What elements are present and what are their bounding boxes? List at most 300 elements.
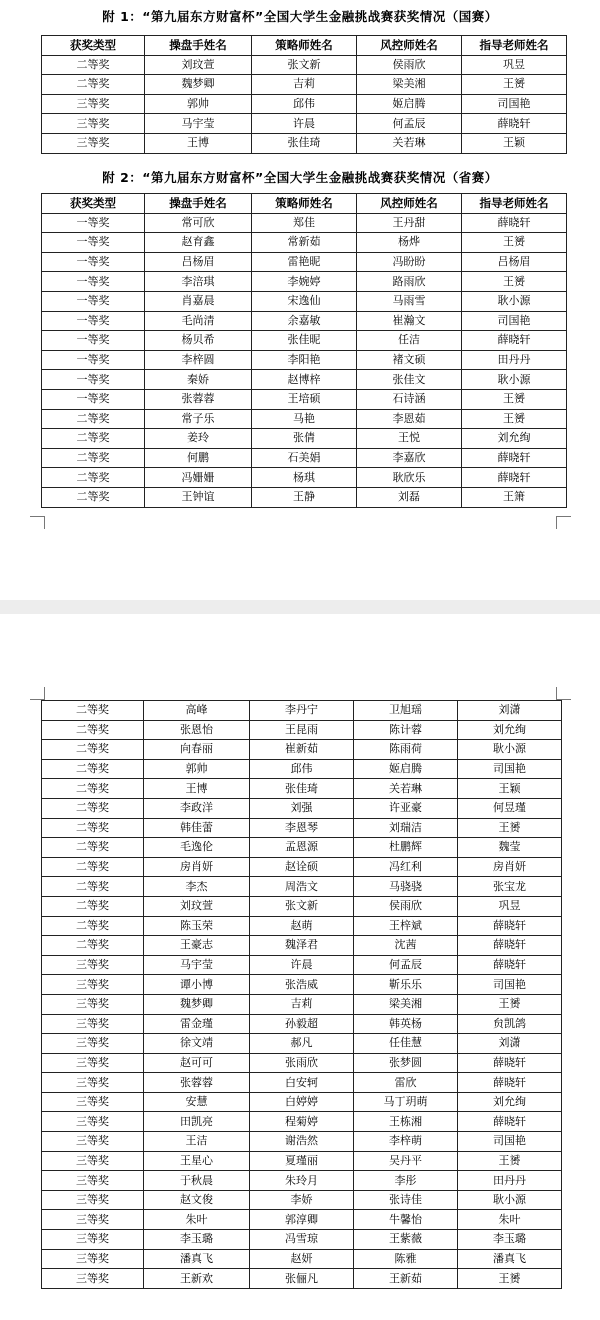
risk-controller-cell: 何孟辰 [354,955,458,975]
risk-controller-cell: 马雨雪 [357,291,462,311]
table-row [42,448,567,468]
advisor-cell: 巩昱 [458,896,562,916]
award-type-cell: 一等奖 [42,331,145,351]
risk-controller-cell: 卫旭瑶 [354,701,458,721]
trader-cell: 刘玟萱 [145,55,252,75]
risk-controller-cell: 王悦 [357,429,462,449]
risk-controller-cell: 雷欣 [354,1073,458,1093]
advisor-cell: 司国艳 [458,759,562,779]
risk-controller-cell: 李恩茹 [357,409,462,429]
award-type-cell: 一等奖 [42,291,145,311]
strategist-cell: 张文新 [252,55,357,75]
strategist-cell: 李丹宁 [250,701,354,721]
advisor-cell: 田丹丹 [462,350,567,370]
award-type-cell: 二等奖 [42,857,144,877]
strategist-cell: 赵诠硕 [250,857,354,877]
table-row [42,1230,562,1250]
trader-cell: 刘玟萱 [144,896,250,916]
award-type-cell: 一等奖 [42,272,145,292]
award-type-cell: 一等奖 [42,389,145,409]
risk-controller-cell: 李嘉欣 [357,448,462,468]
advisor-cell: 薛晓轩 [458,916,562,936]
advisor-cell: 耿小源 [458,740,562,760]
risk-controller-cell: 李梓萌 [354,1132,458,1152]
table-row [42,233,567,253]
award-type-cell: 三等奖 [42,1190,144,1210]
award-type-cell: 三等奖 [42,1132,144,1152]
advisor-cell: 王赟 [458,1269,562,1289]
advisor-cell: 刘允绚 [458,720,562,740]
award-type-cell: 二等奖 [42,468,145,488]
table-row [42,487,567,507]
strategist-cell: 朱玲月 [250,1171,354,1191]
strategist-cell: 石美娟 [252,448,357,468]
award-type-cell: 一等奖 [42,252,145,272]
award-type-cell: 一等奖 [42,350,145,370]
trader-cell: 毛逸伦 [144,838,250,858]
strategist-cell: 刘强 [250,798,354,818]
risk-controller-cell: 王新茹 [354,1269,458,1289]
award-type-cell: 二等奖 [42,818,144,838]
table-row [42,1151,562,1171]
award-type-cell: 三等奖 [42,1092,144,1112]
award-type-cell: 三等奖 [42,1230,144,1250]
risk-controller-cell: 梁美湘 [354,994,458,1014]
award-type-cell: 二等奖 [42,740,144,760]
national-results-table [41,35,567,154]
trader-cell: 王博 [145,133,252,153]
trader-cell: 王豪志 [144,936,250,956]
trader-cell: 肖嘉晨 [145,291,252,311]
advisor-cell: 王赟 [458,994,562,1014]
strategist-cell: 余嘉敏 [252,311,357,331]
table-row [42,701,562,721]
table-row [42,370,567,390]
strategist-cell: 白婷婷 [250,1092,354,1112]
risk-controller-cell: 侯雨欣 [357,55,462,75]
advisor-cell: 耿小源 [458,1190,562,1210]
trader-cell: 杨贝希 [145,331,252,351]
strategist-cell: 雷艳昵 [252,252,357,272]
advisor-cell: 房肖妍 [458,857,562,877]
risk-controller-cell: 梁美湘 [357,75,462,95]
column-header-trader: 操盘手姓名 [145,194,252,214]
table-row [42,1053,562,1073]
advisor-cell: 张宝龙 [458,877,562,897]
table-row [42,779,562,799]
strategist-cell: 谢浩然 [250,1132,354,1152]
trader-cell: 赵文俊 [144,1190,250,1210]
table-row [42,409,567,429]
advisor-cell: 潘真飞 [458,1249,562,1269]
risk-controller-cell: 韩英杨 [354,1014,458,1034]
award-type-cell: 三等奖 [42,1249,144,1269]
column-header-strategist: 策略师姓名 [252,194,357,214]
trader-cell: 向春丽 [144,740,250,760]
trader-cell: 田凯亮 [144,1112,250,1132]
table-row [42,1073,562,1093]
strategist-cell: 张佳昵 [252,331,357,351]
table-row [42,133,567,153]
award-type-cell: 一等奖 [42,311,145,331]
trader-cell: 安慧 [144,1092,250,1112]
trader-cell: 郭帅 [145,94,252,114]
column-header-trader: 操盘手姓名 [145,36,252,56]
crop-mark-top-right [556,687,571,700]
risk-controller-cell: 杜鹏辉 [354,838,458,858]
column-header-advisor: 指导老师姓名 [462,36,567,56]
strategist-cell: 郝凡 [250,1034,354,1054]
advisor-cell: 王赟 [458,818,562,838]
strategist-cell: 常新茹 [252,233,357,253]
risk-controller-cell: 王紫薇 [354,1230,458,1250]
trader-cell: 雷金瑾 [144,1014,250,1034]
strategist-cell: 宋逸仙 [252,291,357,311]
risk-controller-cell: 李彤 [354,1171,458,1191]
award-type-cell: 一等奖 [42,213,145,233]
strategist-cell: 王静 [252,487,357,507]
trader-cell: 朱叶 [144,1210,250,1230]
advisor-cell: 王赟 [462,272,567,292]
table-row [42,311,567,331]
strategist-cell: 邱伟 [250,759,354,779]
provincial-table-body-page1 [42,213,567,507]
table-row [42,759,562,779]
strategist-cell: 许晨 [252,114,357,134]
advisor-cell: 刘允绚 [462,429,567,449]
strategist-cell: 李婉婷 [252,272,357,292]
award-type-cell: 二等奖 [42,916,144,936]
advisor-cell: 王颖 [462,133,567,153]
risk-controller-cell: 刘磊 [357,487,462,507]
table-row [42,1034,562,1054]
strategist-cell: 孟恩源 [250,838,354,858]
advisor-cell: 朱叶 [458,1210,562,1230]
advisor-cell: 薛晓轩 [462,468,567,488]
strategist-cell: 郭淳卿 [250,1210,354,1230]
advisor-cell: 巩昱 [462,55,567,75]
table-row [42,857,562,877]
table-header-row [42,36,567,56]
strategist-cell: 许晨 [250,955,354,975]
trader-cell: 王新欢 [144,1269,250,1289]
trader-cell: 王博 [144,779,250,799]
risk-controller-cell: 崔瀚文 [357,311,462,331]
risk-controller-cell: 陈雨荷 [354,740,458,760]
table-row [42,94,567,114]
strategist-cell: 杨琪 [252,468,357,488]
strategist-cell: 崔新茹 [250,740,354,760]
award-type-cell: 二等奖 [42,720,144,740]
risk-controller-cell: 关若琳 [354,779,458,799]
award-type-cell: 三等奖 [42,1053,144,1073]
strategist-cell: 马艳 [252,409,357,429]
award-type-cell: 二等奖 [42,936,144,956]
trader-cell: 李梓圆 [145,350,252,370]
table-row [42,1092,562,1112]
risk-controller-cell: 耿欣乐 [357,468,462,488]
trader-cell: 韩佳蕾 [144,818,250,838]
table-row [42,291,567,311]
provincial-results-table-page1 [41,193,567,508]
risk-controller-cell: 沈茜 [354,936,458,956]
trader-cell: 冯姗姗 [145,468,252,488]
table-row [42,936,562,956]
risk-controller-cell: 石诗涵 [357,389,462,409]
table-row [42,1112,562,1132]
risk-controller-cell: 任洁 [357,331,462,351]
advisor-cell: 薛晓轩 [462,213,567,233]
strategist-cell: 张俪凡 [250,1269,354,1289]
award-type-cell: 二等奖 [42,448,145,468]
risk-controller-cell: 姬启腾 [357,94,462,114]
strategist-cell: 李娇 [250,1190,354,1210]
advisor-cell: 王赟 [462,409,567,429]
trader-cell: 马宇莹 [145,114,252,134]
trader-cell: 魏梦卿 [145,75,252,95]
award-type-cell: 二等奖 [42,487,145,507]
trader-cell: 李涪琪 [145,272,252,292]
strategist-cell: 张文新 [250,896,354,916]
table-row [42,818,562,838]
table-row [42,1249,562,1269]
risk-controller-cell: 张诗佳 [354,1190,458,1210]
advisor-cell: 薛晓轩 [462,114,567,134]
risk-controller-cell: 褚文硕 [357,350,462,370]
provincial-table-body-page2 [42,701,562,1289]
award-type-cell: 三等奖 [42,114,145,134]
trader-cell: 潘真飞 [144,1249,250,1269]
trader-cell: 马宇莹 [144,955,250,975]
trader-cell: 王钟谊 [145,487,252,507]
table-row [42,994,562,1014]
award-type-cell: 三等奖 [42,133,145,153]
strategist-cell: 张倩 [252,429,357,449]
trader-cell: 陈玉荣 [144,916,250,936]
strategist-cell: 王培硕 [252,389,357,409]
advisor-cell: 魏莹 [458,838,562,858]
advisor-cell: 薛晓轩 [458,1073,562,1093]
table-row [42,331,567,351]
risk-controller-cell: 马骁骁 [354,877,458,897]
trader-cell: 毛尚清 [145,311,252,331]
award-type-cell: 三等奖 [42,1014,144,1034]
table-row [42,468,567,488]
column-header-risk-controller: 风控师姓名 [357,36,462,56]
risk-controller-cell: 王栋湘 [354,1112,458,1132]
table-row [42,252,567,272]
table-header-row [42,194,567,214]
column-header-advisor: 指导老师姓名 [462,194,567,214]
strategist-cell: 张佳琦 [252,133,357,153]
trader-cell: 房肖妍 [144,857,250,877]
column-header-award-type: 获奖类型 [42,36,145,56]
trader-cell: 李杰 [144,877,250,897]
trader-cell: 张蓉蓉 [145,389,252,409]
strategist-cell: 白安轲 [250,1073,354,1093]
strategist-cell: 王昆雨 [250,720,354,740]
risk-controller-cell: 冯红利 [354,857,458,877]
document-page-1 [0,0,600,600]
advisor-cell: 吕杨眉 [462,252,567,272]
table-row [42,114,567,134]
advisor-cell: 刘允绚 [458,1092,562,1112]
column-header-strategist: 策略师姓名 [252,36,357,56]
risk-controller-cell: 王梓斌 [354,916,458,936]
advisor-cell: 薛晓轩 [458,955,562,975]
trader-cell: 王星心 [144,1151,250,1171]
national-table-body [42,55,567,153]
table-row [42,1190,562,1210]
table-row [42,798,562,818]
risk-controller-cell: 刘瑞洁 [354,818,458,838]
strategist-cell: 夏瑾丽 [250,1151,354,1171]
advisor-cell: 薛晓轩 [458,1112,562,1132]
table-row [42,350,567,370]
advisor-cell: 王赟 [458,1151,562,1171]
strategist-cell: 程菊婷 [250,1112,354,1132]
table-row [42,916,562,936]
table-row [42,1171,562,1191]
advisor-cell: 薛晓轩 [462,448,567,468]
strategist-cell: 邱伟 [252,94,357,114]
risk-controller-cell: 马丁玥萌 [354,1092,458,1112]
advisor-cell: 司国艳 [458,1132,562,1152]
risk-controller-cell: 杨烨 [357,233,462,253]
award-type-cell: 三等奖 [42,1210,144,1230]
advisor-cell: 薛晓轩 [458,1053,562,1073]
trader-cell: 姜玲 [145,429,252,449]
strategist-cell: 赵妍 [250,1249,354,1269]
trader-cell: 常可欣 [145,213,252,233]
trader-cell: 吕杨眉 [145,252,252,272]
award-type-cell: 一等奖 [42,370,145,390]
risk-controller-cell: 吴丹平 [354,1151,458,1171]
provincial-results-table-page2 [41,700,562,1289]
table-row [42,213,567,233]
trader-cell: 魏梦卿 [144,994,250,1014]
advisor-cell: 司国艳 [462,94,567,114]
trader-cell: 赵育鑫 [145,233,252,253]
award-type-cell: 二等奖 [42,55,145,75]
award-type-cell: 二等奖 [42,75,145,95]
risk-controller-cell: 陈雅 [354,1249,458,1269]
trader-cell: 张蓉蓉 [144,1073,250,1093]
risk-controller-cell: 侯雨欣 [354,896,458,916]
trader-cell: 李玉璐 [144,1230,250,1250]
award-type-cell: 二等奖 [42,759,144,779]
national-results-title: 附 1：“第九届东方财富杯”全国大学生金融挑战赛获奖情况（国赛） [102,9,498,24]
award-type-cell: 三等奖 [42,1151,144,1171]
strategist-cell: 郑佳 [252,213,357,233]
advisor-cell: 何昱瑾 [458,798,562,818]
advisor-cell: 王赟 [462,389,567,409]
table-row [42,1210,562,1230]
strategist-cell: 冯雪琼 [250,1230,354,1250]
risk-controller-cell: 何孟辰 [357,114,462,134]
risk-controller-cell: 张梦圆 [354,1053,458,1073]
table-row [42,429,567,449]
trader-cell: 王洁 [144,1132,250,1152]
table-row [42,720,562,740]
table-row [42,955,562,975]
trader-cell: 赵可可 [144,1053,250,1073]
crop-mark-top-left [30,687,45,700]
risk-controller-cell: 任佳慧 [354,1034,458,1054]
provincial-results-title: 附 2：“第九届东方财富杯”全国大学生金融挑战赛获奖情况（省赛） [102,170,498,185]
strategist-cell: 赵博梓 [252,370,357,390]
column-header-risk-controller: 风控师姓名 [357,194,462,214]
trader-cell: 高峰 [144,701,250,721]
table-row [42,1269,562,1289]
risk-controller-cell: 冯盼盼 [357,252,462,272]
trader-cell: 谭小博 [144,975,250,995]
table-row [42,740,562,760]
award-type-cell: 三等奖 [42,1034,144,1054]
table-row [42,838,562,858]
strategist-cell: 孙毅超 [250,1014,354,1034]
award-type-cell: 二等奖 [42,798,144,818]
award-type-cell: 三等奖 [42,1112,144,1132]
advisor-cell: 耿小源 [462,291,567,311]
strategist-cell: 吉莉 [250,994,354,1014]
trader-cell: 郭帅 [144,759,250,779]
award-type-cell: 二等奖 [42,896,144,916]
strategist-cell: 张佳琦 [250,779,354,799]
risk-controller-cell: 许亚豪 [354,798,458,818]
advisor-cell: 王箫 [462,487,567,507]
advisor-cell: 贠凯鸽 [458,1014,562,1034]
risk-controller-cell: 靳乐乐 [354,975,458,995]
strategist-cell: 周浩文 [250,877,354,897]
strategist-cell: 张雨欣 [250,1053,354,1073]
award-type-cell: 二等奖 [42,409,145,429]
advisor-cell: 王赟 [462,75,567,95]
trader-cell: 秦娇 [145,370,252,390]
trader-cell: 何鹏 [145,448,252,468]
table-row [42,272,567,292]
advisor-cell: 刘潇 [458,701,562,721]
award-type-cell: 二等奖 [42,779,144,799]
risk-controller-cell: 牛馨怡 [354,1210,458,1230]
risk-controller-cell: 姬启腾 [354,759,458,779]
advisor-cell: 耿小源 [462,370,567,390]
table-row [42,896,562,916]
risk-controller-cell: 王丹甜 [357,213,462,233]
award-type-cell: 一等奖 [42,233,145,253]
advisor-cell: 李玉璐 [458,1230,562,1250]
award-type-cell: 二等奖 [42,701,144,721]
award-type-cell: 三等奖 [42,94,145,114]
trader-cell: 常子乐 [145,409,252,429]
column-header-award-type: 获奖类型 [42,194,145,214]
award-type-cell: 三等奖 [42,1269,144,1289]
trader-cell: 李政洋 [144,798,250,818]
strategist-cell: 李恩琴 [250,818,354,838]
trader-cell: 张恩怡 [144,720,250,740]
table-row [42,975,562,995]
strategist-cell: 魏泽君 [250,936,354,956]
trader-cell: 徐文靖 [144,1034,250,1054]
advisor-cell: 王颖 [458,779,562,799]
award-type-cell: 三等奖 [42,975,144,995]
advisor-cell: 司国艳 [458,975,562,995]
table-row [42,389,567,409]
award-type-cell: 三等奖 [42,955,144,975]
page-gap [0,600,600,614]
risk-controller-cell: 张佳文 [357,370,462,390]
table-row [42,55,567,75]
